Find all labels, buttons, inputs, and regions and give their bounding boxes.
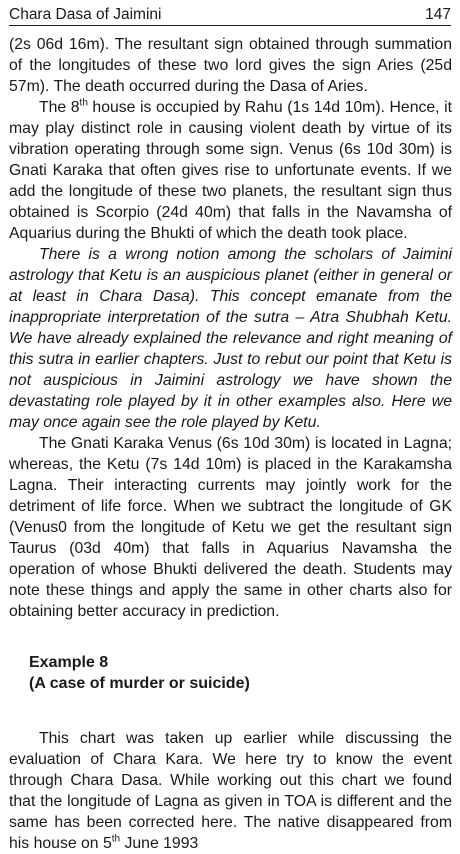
paragraph-2-rest: house is occupied by Rahu (1s 14d 10m). Hence, it may play distinct role in causing violent death by virtue of its vibration operating through some sign. Venus (6s 10d 30m) is Gnati Karaka that often gives rise to unfortunate events. If we add the longitude of these two planets, the resultant sign thus obtained is Scorpio (24d 40m) that falls in the Navamsha of Aquarius during the Bhukti of which the death took place. bbox=[9, 99, 452, 242]
example-title: Example 8 bbox=[29, 654, 109, 671]
page-body bbox=[9, 34, 452, 854]
page-number: 147 bbox=[425, 6, 451, 23]
ordinal-suffix: th bbox=[79, 97, 88, 109]
paragraph-4: The Gnati Karaka Venus (6s 10d 30m) is located in Lagna; whereas, the Ketu (7s 14d 10m) is placed in the Karakamsha Lagna. Their interacting currents may jointly work for the detriment of life force. When we subtract the longitude of GK (Venus0 from the longitude of Ketu we get the resultant sign Taurus (03d 40m) that falls in Aquarius Navamsha the operation of whose Bhukti delivered the death. Students may note these things and apply the same in other charts also for obtaining better accuracy in prediction. bbox=[9, 435, 452, 620]
spacer bbox=[9, 694, 452, 728]
ordinal-suffix: th bbox=[111, 833, 121, 845]
page-header bbox=[9, 5, 451, 26]
spacer bbox=[9, 622, 452, 652]
example-subtitle: (A case of murder or suicide) bbox=[29, 675, 250, 692]
paragraph-5-rest: June 1993 bbox=[120, 835, 199, 852]
running-head: Chara Dasa of Jaimini bbox=[9, 6, 162, 23]
paragraph-5 bbox=[9, 728, 452, 854]
paragraph-2-start: The 8 bbox=[39, 99, 80, 116]
paragraph-5-start: This chart was taken up earlier while discussing the evaluation of Chara Kara. We here try to know the event through Chara Dasa. While working out this chart we found that the longitude of Lagna as given in TOA is different and the same has been corrected here. The native disappeared from his house on 5 bbox=[9, 730, 452, 852]
paragraph-3: There is a wrong notion among the scholars of Jaimini astrology that Ketu is an auspicious planet (either in general or at least in Chara Dasa). This concept emanate from the inappropriate interpretation of the sutra – Atra Shubhah Ketu. We have already explained the relevance and right meaning of this sutra in earlier chapters. Just to rebut our point that Ketu is not auspicious in Jaimini astrology we have shown the devastating role played by it in other examples also. Here we may once again see the role played by Ketu. bbox=[9, 246, 452, 431]
paragraph-2 bbox=[9, 97, 452, 244]
paragraph-1: (2s 06d 16m). The resultant sign obtained through summation of the longitudes of these two lord gives the sign Aries (25d 57m). The death occurred during the Dasa of Aries. bbox=[9, 36, 452, 95]
